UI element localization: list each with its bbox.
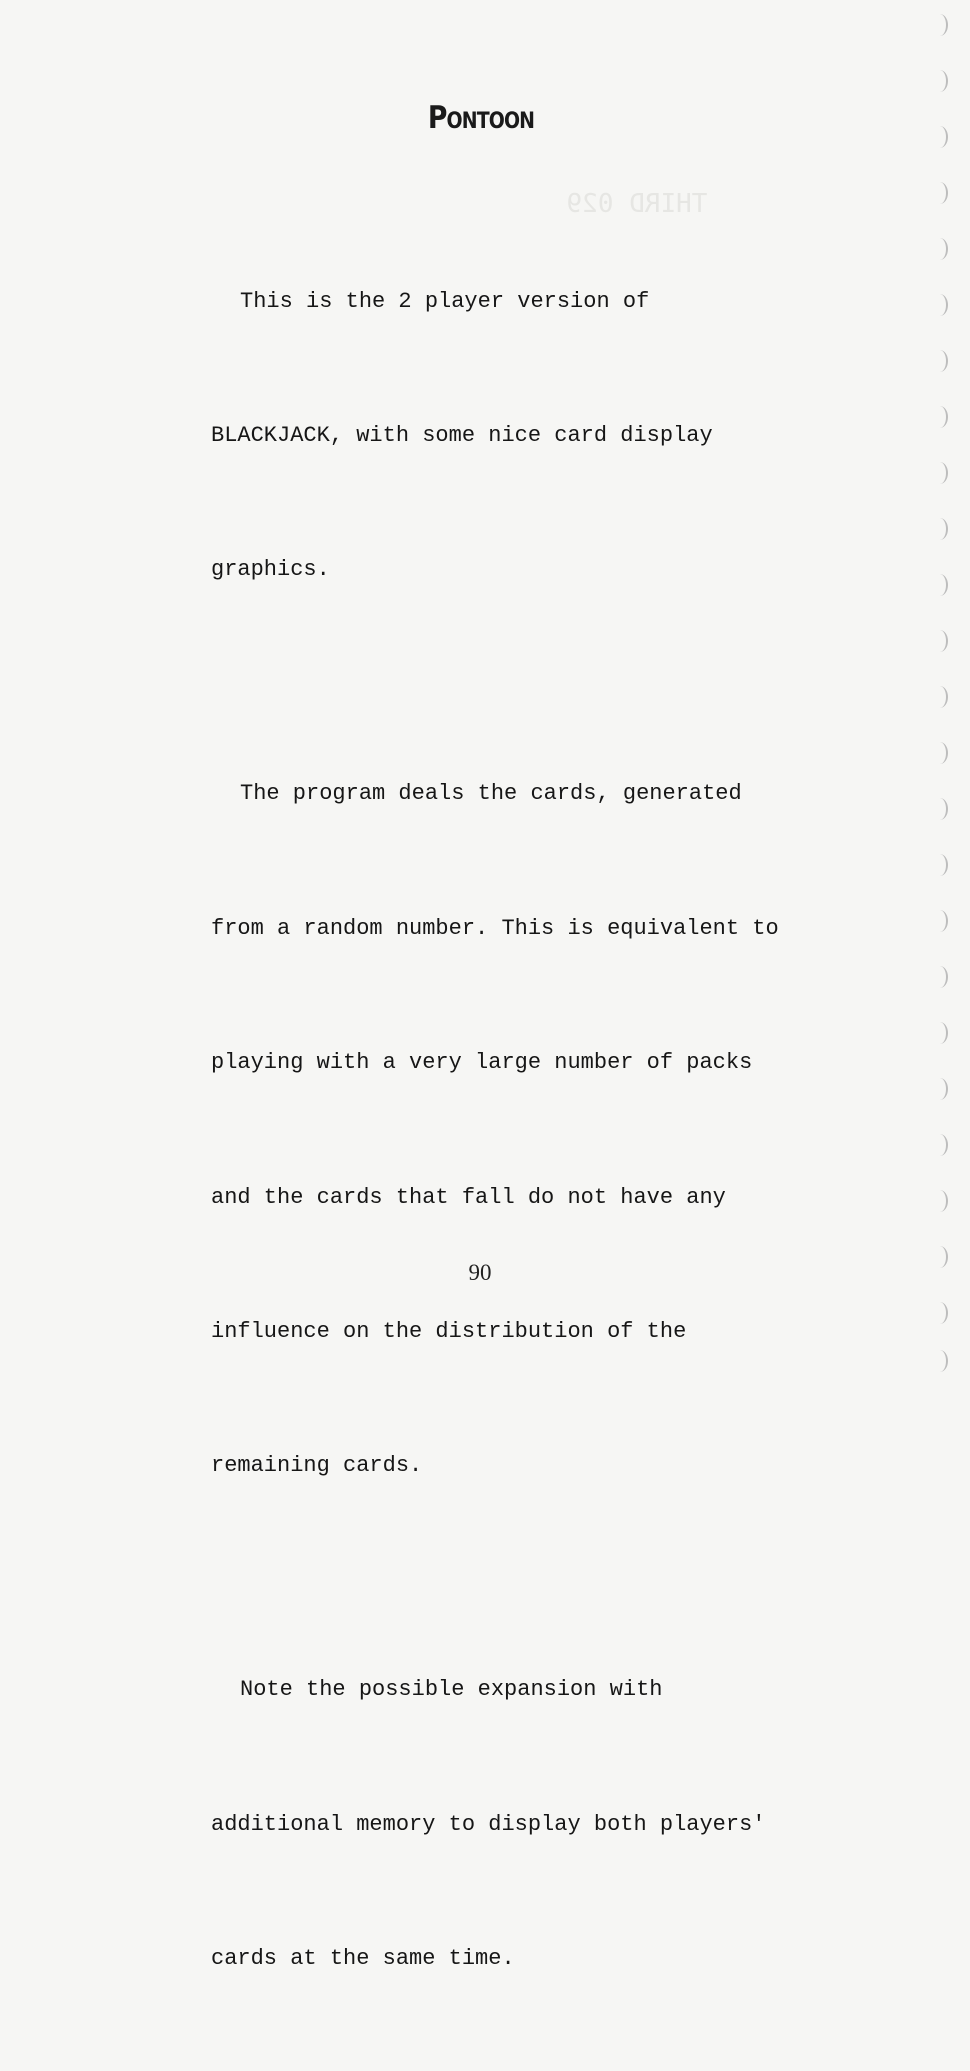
binding-ring	[932, 1350, 948, 1372]
page-title: Pontoon	[427, 100, 535, 136]
binding-ring	[932, 574, 948, 596]
text-line: BLACKJACK, with some nice card display	[211, 422, 713, 448]
binding-ring	[932, 910, 948, 932]
text-line: Note the possible expansion with	[240, 1677, 663, 1703]
binding-ring	[932, 742, 948, 764]
binding-ring	[932, 350, 948, 372]
binding-ring	[932, 630, 948, 652]
binding-ring	[932, 238, 948, 260]
binding-ring	[932, 854, 948, 876]
text-line: This is the 2 player version of	[240, 288, 650, 314]
binding-ring	[932, 182, 948, 204]
text-line: influence on the distribution of the	[211, 1318, 687, 1344]
paragraph	[211, 1579, 891, 2071]
paragraph	[211, 683, 891, 1579]
binding-ring	[932, 518, 948, 540]
binding-ring	[932, 406, 948, 428]
binding-ring	[932, 686, 948, 708]
body-text	[211, 190, 891, 2071]
text-line: from a random number. This is equivalent to	[211, 915, 779, 941]
binding-ring	[932, 1078, 948, 1100]
page-number: 90	[468, 1260, 492, 1285]
text-line: remaining cards.	[211, 1453, 423, 1479]
binding-ring	[932, 294, 948, 316]
text-line: additional memory to display both players'	[211, 1811, 766, 1837]
binding-ring	[932, 1302, 948, 1324]
text-line: and the cards that fall do not have any	[211, 1184, 726, 1210]
show-through-shadow: THIRD 029	[566, 189, 708, 219]
binding-ring	[932, 798, 948, 820]
text-line: graphics.	[211, 557, 330, 583]
binding-ring	[932, 1134, 948, 1156]
text-line: cards at the same time.	[211, 1946, 515, 1972]
text-line: The program deals the cards, generated	[240, 781, 742, 807]
binding-ring	[932, 462, 948, 484]
binding-ring	[932, 14, 948, 36]
binding-ring	[932, 70, 948, 92]
paragraph	[211, 190, 891, 683]
binding-ring	[932, 126, 948, 148]
binding-ring	[932, 1190, 948, 1212]
text-line: playing with a very large number of packs	[211, 1050, 753, 1076]
binding-ring	[932, 1022, 948, 1044]
binding-ring	[932, 966, 948, 988]
